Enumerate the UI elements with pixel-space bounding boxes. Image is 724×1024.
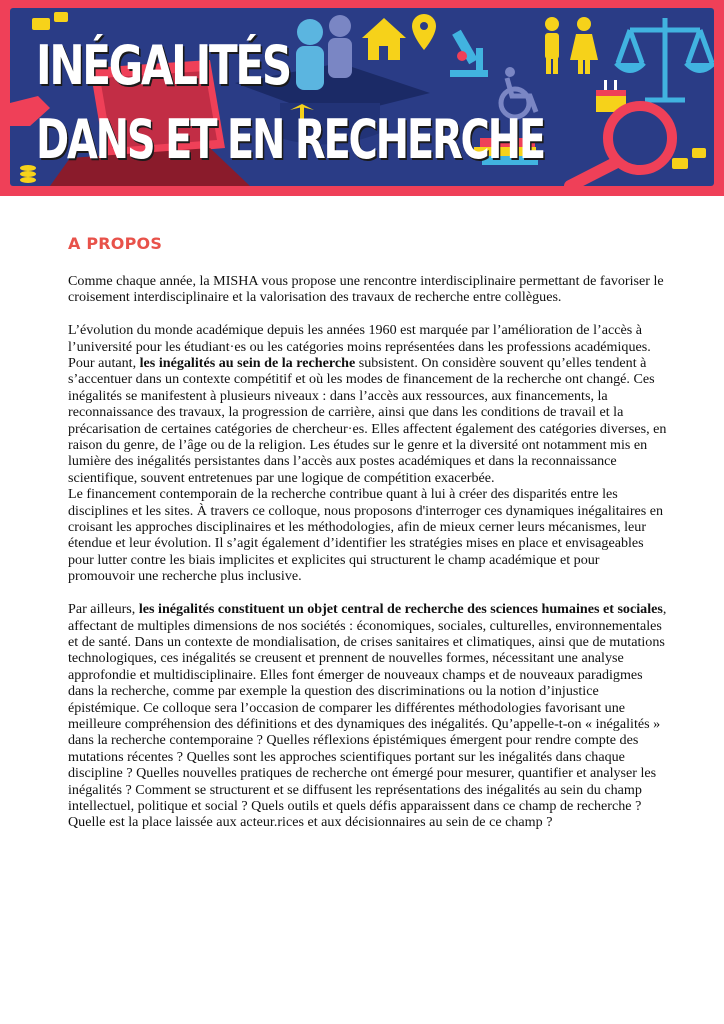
text-span: , affectant de multiples dimensions de nos sociétés : économiques, sociales, culturelles, environnementales et de santé. Dans un contexte de mondialisation, de crises sanitaires et climatiques, ainsi que de mutations technologiques, ces inégalités se creusent et prennent de nouvelles formes, nécessitant une analyse approfondie et multidisciplinaire. Elles font émerger de nouveaux champs et de nouveaux paradigmes dans la recherche, comme par exemple la question des discriminations ou la notion d’injustice épistémique. Ce colloque sera l’occasion de comparer les différentes méthodologies favorisant une meilleure compréhension des définitions et des dynamiques des inégalités. Qu’appelle-t-on « inégalités » dans la recherche contemporaine ? Quelles réflexions épistémiques émergent pour rendre compte des mutations récentes ? Quelles sont les approches scientifiques portant sur les inégalités dans chaque discipline ? Quelles nouvelles pratiques de recherche ont émergé pour mesurer, quantifier et analyser les inégalités ? Comment se structurent et se diffusent les représentations des inégalités au sein du champ intellectuel, politique et social ? Quels outils et quels défis apparaissent dans ce champ de recherche ? Quelle est la place laissée aux acteur.rices et aux décisionnaires au sein de ce champ ? [68, 601, 667, 831]
body-text [68, 273, 668, 831]
text-span: Par ailleurs, [68, 601, 139, 618]
paragraph-intro: Comme chaque année, la MISHA vous propose une rencontre interdisciplinaire permettant de favoriser le croisement interdisciplinaire et la valorisation des travaux de recherche entre collègues. [68, 273, 664, 306]
banner-title-line-2: DANS ET EN RECHERCHE [36, 108, 544, 171]
header-banner [0, 0, 724, 196]
person-icon [328, 15, 352, 78]
paragraph-evolution [68, 322, 668, 486]
people-icon [296, 19, 324, 90]
paragraph-financement: Le financement contemporain de la recherche contribue quant à lui à créer des disparités entre les disciplines et les sites. À travers ce colloque, nous proposons d'interroger ces dynamiques inégalitaires en croisant les approches disciplinaires et les méthodologies, afin de mieux cerner leurs mécanismes, leur étendue et leur évolution. Il s’agit également d’identifier les stratégies mises en place et envisageables pour lutter contre les biais implicites et explicites qui structurent le champ académique et pour promouvoir une recherche plus inclusive. [68, 486, 664, 585]
magnifier-icon [570, 106, 672, 186]
text-span: subsistent. On considère souvent qu’elles tendent à s’accentuer dans un contexte compétitif et où les modes de financement de la recherche ont changé. Ces inégalités se manifestent à plusieurs niveaux : dans l’accès aux ressources, aux financements, la reconnaissance des travaux, la progression de carrière, ainsi que dans les conditions de travail et la précarisation de certaines catégories de chercheur·es. Elles affectent également des catégories diverses, en raison du genre, de l’âge ou de la religion. Les études sur le genre et la diversité ont notamment mis en lumière des inégalités persistantes dans l’accès aux postes académiques et dans la reconnaissance scientifique, souvent entretenues par une logique de compétition exacerbée. [68, 355, 667, 486]
bold-emphasis: les inégalités constituent un objet central de recherche des sciences humaines et sociales [138, 601, 663, 618]
coins-icon [20, 165, 36, 183]
balance-scale-icon [616, 18, 714, 100]
location-pin-icon [412, 14, 436, 50]
text-span: L’évolution du monde académique depuis les années 1960 est marquée par l’amélioration de l’accès à l’université pour les étudiant·es ou les catégories moins représentées dans les professions académiques. Pour autant, [68, 322, 651, 372]
banner-title-line-1: INÉGALITÉS [36, 34, 290, 97]
house-icon [362, 18, 406, 60]
bold-emphasis: les inégalités au sein de la recherche [139, 355, 356, 372]
banner-background [10, 8, 714, 186]
section-heading: A PROPOS [68, 234, 163, 253]
paragraph-objet-central [68, 601, 668, 831]
microscope-icon [450, 30, 488, 77]
gender-icons [545, 17, 598, 74]
